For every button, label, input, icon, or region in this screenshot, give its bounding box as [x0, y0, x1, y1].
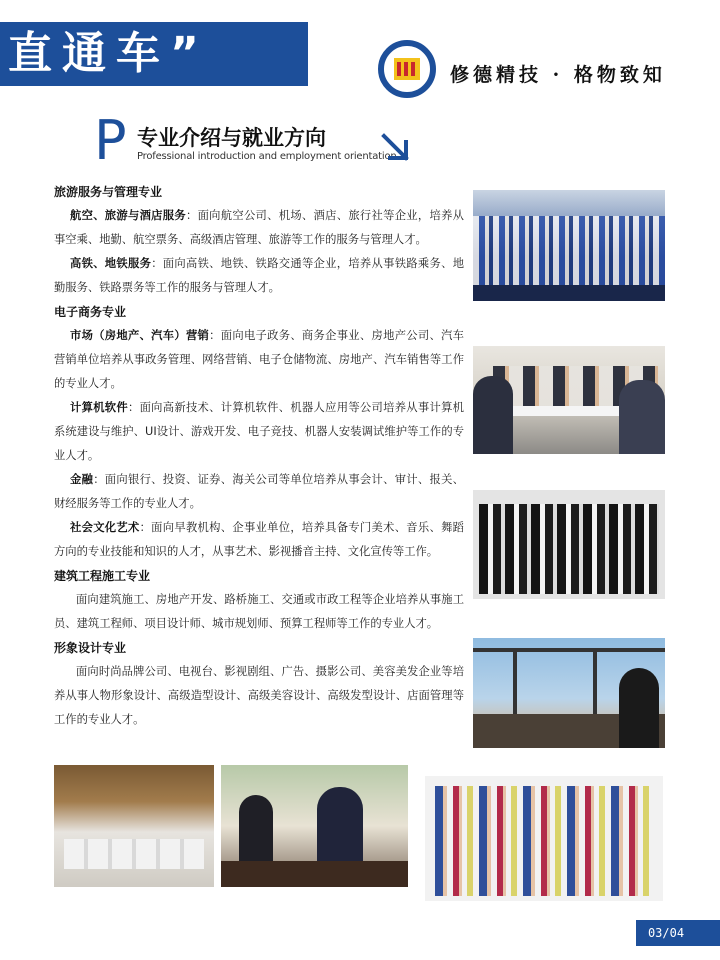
- major-heading: 电子商务专业: [54, 305, 127, 319]
- item-lead: 航空、旅游与酒店服务: [70, 209, 186, 222]
- office-interior-photo: [54, 765, 214, 887]
- fashion-models-photo: [425, 776, 663, 901]
- major-heading: 形象设计专业: [54, 641, 127, 655]
- business-meeting-photo: [473, 346, 665, 454]
- header-banner: [0, 22, 308, 86]
- major-item: [54, 396, 464, 468]
- page-number: 03/04: [647, 926, 685, 940]
- item-text: 面向建筑施工、房地产开发、路桥施工、交通或市政工程等企业培养从事施工员、建筑工程师、项目设计师、城市规划师、预算工程师等工作的专业人才。: [54, 593, 464, 630]
- construction-site-photo: [473, 638, 665, 748]
- reception-desk-photo: [221, 765, 408, 887]
- major-item: [54, 204, 464, 252]
- major-item: [54, 588, 464, 636]
- item-lead: 市场（房地产、汽车）营销: [70, 329, 210, 342]
- group-portrait-photo: [473, 490, 665, 599]
- major-item: [54, 468, 464, 516]
- item-text: ：面向电子政务、商务企事业、房地产公司、汽车营销单位培养从事政务管理、网络营销、电子仓储物流、房地产、汽车销售等工作的专业人才。: [54, 329, 464, 390]
- section-subtitle: Professional introduction and employment orientation: [137, 151, 397, 162]
- item-text: ：面向航空公司、机场、酒店、旅行社等企业，培养从事空乘、地勤、航空票务、高级酒店管理、旅游等工作的服务与管理人才。: [54, 209, 464, 246]
- major-item: [54, 324, 464, 396]
- item-text: ：面向高新技术、计算机软件、机器人应用等公司培养从事计算机系统建设与维护、UI设计、游戏开发、电子竞技、机器人安装调试维护等工作的专业人才。: [54, 401, 464, 462]
- logo-emblem-icon: [394, 58, 420, 80]
- major-item: [54, 660, 464, 732]
- major-heading: 建筑工程施工专业: [54, 569, 151, 583]
- majors-text: [54, 180, 464, 732]
- major-item: [54, 516, 464, 564]
- flight-attendants-photo: [473, 190, 665, 301]
- item-text: 面向时尚品牌公司、电视台、影视剧组、广告、摄影公司、美容美发企业等培养从事人物形象设计、高级造型设计、高级美容设计、高级发型设计、店面管理等工作的专业人才。: [54, 665, 464, 726]
- item-text: ：面向早教机构、企事业单位，培养具备专门美术、音乐、舞蹈方向的专业技能和知识的人才，从事艺术、影视播音主持、文化宣传等工作。: [54, 521, 464, 558]
- section-title: 专业介绍与就业方向: [137, 126, 326, 150]
- school-logo: [378, 40, 436, 98]
- school-motto: 修德精技 · 格物致知: [450, 64, 666, 86]
- item-lead: 计算机软件: [70, 401, 128, 414]
- item-text: ：面向银行、投资、证券、海关公司等单位培养从事会计、审计、报关、财经服务等工作的专业人才。: [54, 473, 464, 510]
- banner-title: 直通车”: [8, 28, 209, 79]
- item-lead: 社会文化艺术: [70, 521, 140, 534]
- major-item: [54, 252, 464, 300]
- item-lead: 金融: [70, 473, 94, 486]
- arrow-down-right-icon: [378, 130, 414, 166]
- item-lead: 高铁、地铁服务: [70, 257, 152, 270]
- major-heading: 旅游服务与管理专业: [54, 185, 163, 199]
- section-letter: P: [94, 109, 127, 172]
- item-text: ：面向高铁、地铁、铁路交通等企业，培养从事铁路乘务、地勤服务、铁路票务等工作的服务与管理人才。: [54, 257, 464, 294]
